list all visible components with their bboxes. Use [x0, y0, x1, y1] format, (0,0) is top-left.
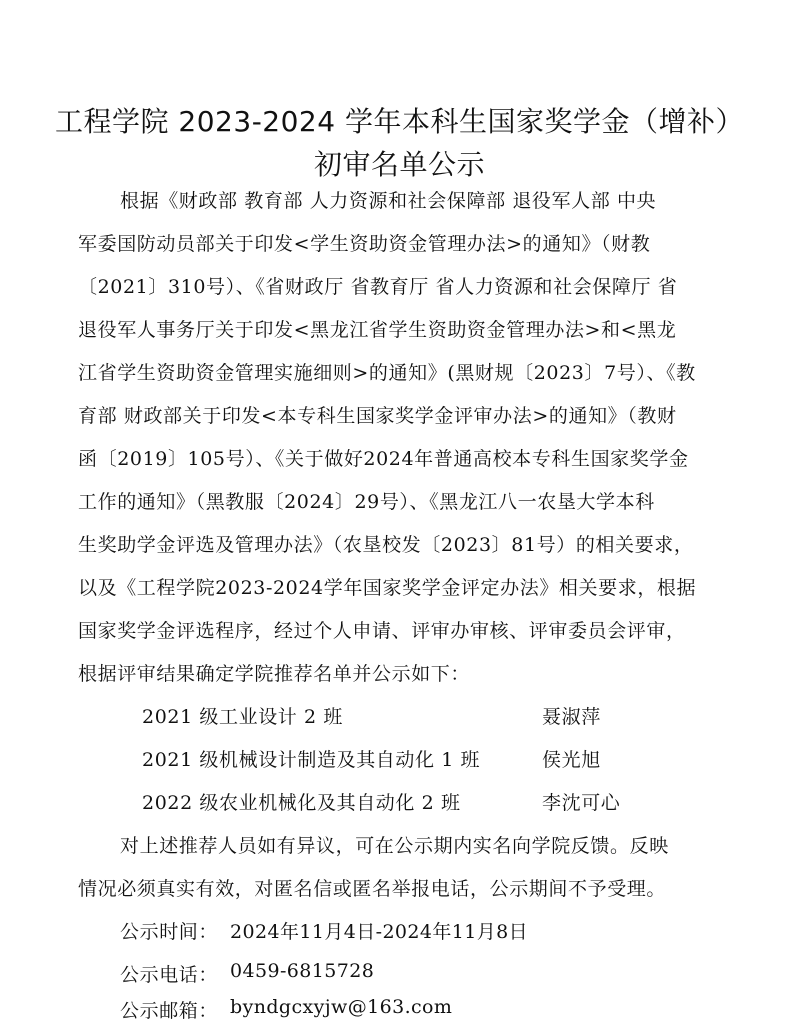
- paragraph-line: 江省学生资助资金管理实施细则>的通知》(黑财规〔2023〕7号）、《教: [78, 362, 696, 384]
- paragraph-line: 根据《财政部 教育部 人力资源和社会保障部 退役军人部 中央: [120, 190, 657, 212]
- document-title-line2: 初审名单公示: [313, 148, 485, 181]
- paragraph-line: 国家奖学金评选程序，经过个人申请、评审办审核、评审委员会评审，: [78, 620, 686, 642]
- publicity-phone-label: 公示电话：: [120, 964, 219, 986]
- publicity-email-value: byndgcxyjw@163.com: [230, 996, 453, 1018]
- paragraph-line: 对上述推荐人员如有异议，可在公示期内实名向学院反馈。反映: [120, 835, 669, 857]
- publicity-time-value: 2024年11月4日-2024年11月8日: [230, 921, 529, 943]
- paragraph-line: 根据评审结果确定学院推荐名单并公示如下：: [78, 663, 471, 685]
- paragraph-line: 〔2021〕310号）、《省财政厅 省教育厅 省人力资源和社会保障厅 省: [78, 276, 678, 298]
- paragraph-line: 情况必须真实有效，对匿名信或匿名举报电话，公示期间不予受理。: [78, 878, 667, 900]
- paragraph-line: 军委国防动员部关于印发<学生资助资金管理办法>的通知》（财教: [78, 233, 651, 255]
- recommendation-class: 2022 级农业机械化及其自动化 2 班: [142, 792, 461, 814]
- paragraph-line: 工作的通知》（黑教服〔2024〕29号）、《黑龙江八一农垦大学本科: [78, 491, 655, 513]
- publicity-email-label: 公示邮箱：: [120, 1000, 219, 1022]
- recommendation-class: 2021 级机械设计制造及其自动化 1 班: [142, 749, 481, 771]
- recommendation-name: 李沈可心: [542, 792, 621, 814]
- recommendation-name: 聂淑萍: [542, 706, 601, 728]
- paragraph-line: 函〔2019〕105号）、《关于做好2024年普通高校本专科生国家奖学金: [78, 448, 689, 470]
- publicity-time-label: 公示时间：: [120, 921, 219, 943]
- recommendation-name: 侯光旭: [542, 749, 601, 771]
- recommendation-class: 2021 级工业设计 2 班: [142, 706, 343, 728]
- document-title-line1: 工程学院 2023-2024 学年本科生国家奖学金（增补）: [55, 105, 744, 138]
- paragraph-line: 退役军人事务厅关于印发<黑龙江省学生资助资金管理办法>和<黑龙: [78, 319, 677, 341]
- paragraph-line: 生奖助学金评选及管理办法》（农垦校发〔2023〕81号）的相关要求，: [78, 534, 694, 556]
- paragraph-line: 育部 财政部关于印发<本专科生国家奖学金评审办法>的通知》（教财: [78, 405, 677, 427]
- paragraph-line: 以及《工程学院2023-2024学年国家奖学金评定办法》相关要求，根据: [78, 577, 697, 599]
- publicity-phone-value: 0459-6815728: [230, 960, 375, 982]
